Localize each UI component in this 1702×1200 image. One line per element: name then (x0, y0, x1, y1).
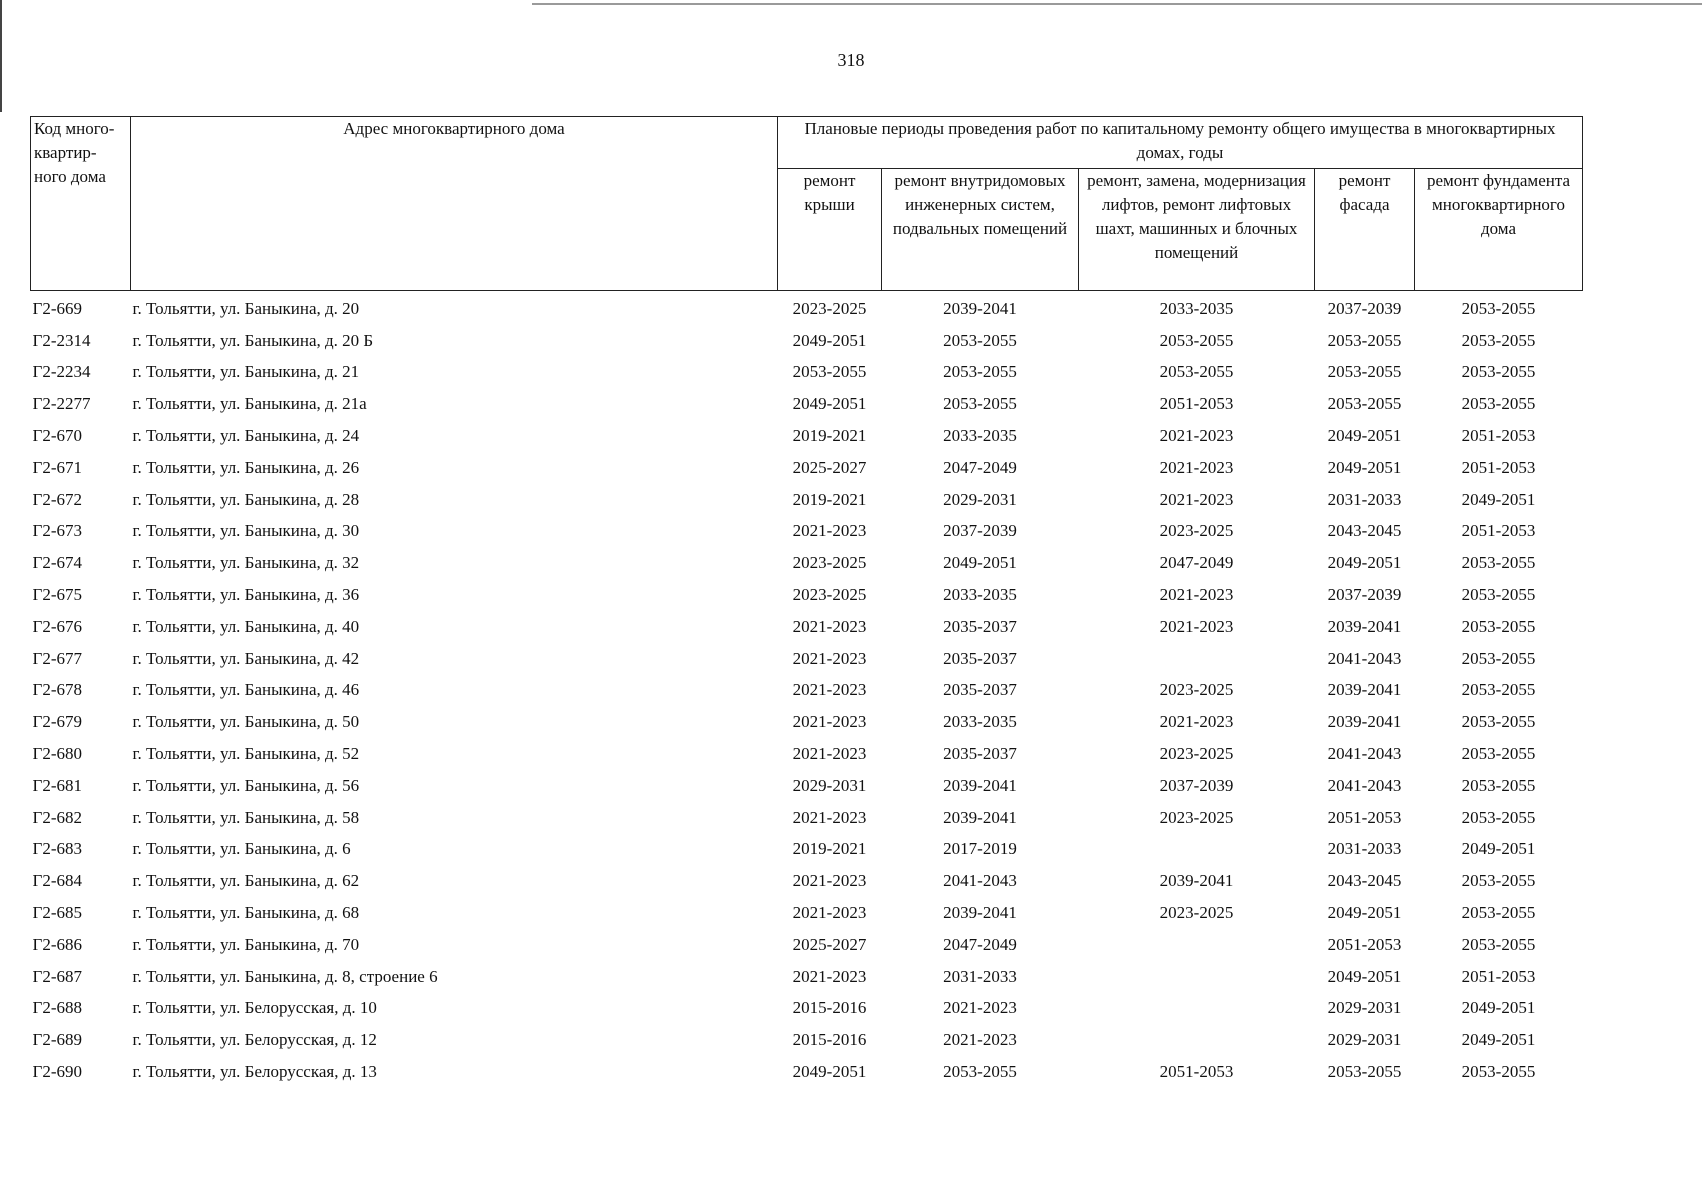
cell-facade: 2037-2039 (1327, 298, 1402, 318)
cell-roof: 2025-2027 (792, 934, 867, 954)
table-row (31, 706, 1583, 738)
cell-roof: 2023-2025 (792, 585, 867, 605)
cell-foundation: 2053-2055 (1461, 903, 1536, 923)
cell-lifts: 2033-2035 (1159, 298, 1234, 318)
cell-foundation: 2053-2055 (1461, 616, 1536, 636)
table-row (31, 420, 1583, 452)
cell-lifts (1079, 834, 1315, 866)
cell-foundation: 2053-2055 (1461, 807, 1536, 827)
cell-facade: 2029-2031 (1327, 998, 1402, 1018)
cell-address: г. Тольятти, ул. Баныкина, д. 42 (132, 648, 360, 668)
cell-lifts: 2021-2023 (1159, 616, 1234, 636)
cell-address: г. Тольятти, ул. Баныкина, д. 21а (132, 394, 367, 414)
cell-facade: 2049-2051 (1327, 553, 1402, 573)
cell-systems: 2029-2031 (943, 489, 1017, 509)
cell-address: г. Тольятти, ул. Баныкина, д. 26 (132, 457, 360, 477)
cell-systems: 2037-2039 (943, 521, 1017, 541)
cell-facade: 2037-2039 (1327, 585, 1402, 605)
cell-address: г. Тольятти, ул. Белорусская, д. 12 (132, 1030, 377, 1050)
cell-code: Г2-674 (32, 553, 82, 573)
cell-foundation: 2051-2053 (1461, 521, 1536, 541)
cell-lifts: 2037-2039 (1159, 775, 1234, 795)
cell-foundation: 2053-2055 (1461, 394, 1536, 414)
cell-address: г. Тольятти, ул. Баныкина, д. 6 (132, 839, 351, 859)
cell-foundation: 2049-2051 (1461, 1030, 1536, 1050)
cell-systems: 2047-2049 (943, 457, 1017, 477)
cell-lifts: 2053-2055 (1159, 362, 1234, 382)
cell-roof: 2021-2023 (792, 744, 867, 764)
cell-code: Г2-689 (32, 1030, 82, 1050)
cell-roof: 2021-2023 (792, 648, 867, 668)
header-foundation: ремонт фундамента многоквартирного дома (1415, 169, 1583, 291)
cell-systems: 2047-2049 (943, 934, 1017, 954)
cell-foundation: 2049-2051 (1461, 489, 1536, 509)
cell-code: Г2-2314 (32, 330, 91, 350)
cell-foundation: 2049-2051 (1461, 839, 1536, 859)
cell-lifts (1079, 993, 1315, 1025)
cell-facade: 2041-2043 (1327, 744, 1402, 764)
cell-code: Г2-2234 (32, 362, 91, 382)
cell-systems: 2041-2043 (943, 871, 1017, 891)
cell-facade: 2049-2051 (1327, 426, 1402, 446)
cell-foundation: 2053-2055 (1461, 680, 1536, 700)
cell-facade: 2043-2045 (1327, 521, 1402, 541)
cell-roof: 2021-2023 (792, 521, 867, 541)
cell-code: Г2-2277 (32, 394, 91, 414)
cell-systems: 2033-2035 (943, 426, 1017, 446)
cell-code: Г2-686 (32, 934, 82, 954)
cell-address: г. Тольятти, ул. Баныкина, д. 58 (132, 807, 360, 827)
table-row (31, 770, 1583, 802)
cell-facade: 2041-2043 (1327, 648, 1402, 668)
table-row (31, 516, 1583, 548)
cell-address: г. Тольятти, ул. Баныкина, д. 62 (132, 871, 360, 891)
cell-roof: 2049-2051 (792, 394, 867, 414)
cell-address: г. Тольятти, ул. Баныкина, д. 24 (132, 426, 360, 446)
cell-address: г. Тольятти, ул. Баныкина, д. 28 (132, 489, 360, 509)
table-row (31, 388, 1583, 420)
cell-code: Г2-675 (32, 585, 82, 605)
cell-address: г. Тольятти, ул. Баныкина, д. 50 (132, 712, 360, 732)
cell-roof: 2015-2016 (792, 998, 867, 1018)
cell-facade: 2039-2041 (1327, 712, 1402, 732)
cell-systems: 2021-2023 (943, 1030, 1017, 1050)
cell-code: Г2-678 (32, 680, 82, 700)
cell-lifts: 2021-2023 (1159, 457, 1234, 477)
cell-lifts: 2051-2053 (1159, 1062, 1234, 1082)
cell-code: Г2-677 (32, 648, 82, 668)
table-row (31, 961, 1583, 993)
repair-schedule-table (30, 116, 1583, 1088)
table-row (31, 452, 1583, 484)
cell-address: г. Тольятти, ул. Баныкина, д. 46 (132, 680, 360, 700)
cell-facade: 2051-2053 (1327, 934, 1402, 954)
cell-roof: 2049-2051 (792, 1062, 867, 1082)
table-row (31, 929, 1583, 961)
cell-roof: 2053-2055 (792, 362, 867, 382)
cell-code: Г2-679 (32, 712, 82, 732)
table-row (31, 579, 1583, 611)
table-row (31, 643, 1583, 675)
cell-systems: 2039-2041 (943, 298, 1017, 318)
table-row (31, 611, 1583, 643)
header-code: Код много-квартир-ного дома (31, 117, 131, 291)
cell-systems: 2017-2019 (943, 839, 1017, 859)
cell-facade: 2053-2055 (1327, 330, 1402, 350)
cell-systems: 2033-2035 (943, 712, 1017, 732)
cell-address: г. Тольятти, ул. Баныкина, д. 68 (132, 903, 360, 923)
cell-systems: 2053-2055 (943, 394, 1017, 414)
cell-roof: 2019-2021 (792, 489, 867, 509)
header-systems: ремонт внутридомовых инженерных систем, подвальных помещений (882, 169, 1079, 291)
cell-address: г. Тольятти, ул. Баныкина, д. 21 (132, 362, 360, 382)
cell-roof: 2015-2016 (792, 1030, 867, 1050)
cell-roof: 2021-2023 (792, 871, 867, 891)
cell-lifts: 2023-2025 (1159, 903, 1234, 923)
cell-lifts: 2023-2025 (1159, 807, 1234, 827)
cell-lifts: 2021-2023 (1159, 489, 1234, 509)
table-row (31, 993, 1583, 1025)
cell-foundation: 2053-2055 (1461, 330, 1536, 350)
cell-facade: 2053-2055 (1327, 394, 1402, 414)
table-row (31, 484, 1583, 516)
cell-code: Г2-680 (32, 744, 82, 764)
cell-address: г. Тольятти, ул. Баныкина, д. 20 (132, 298, 360, 318)
table-row (31, 291, 1583, 325)
cell-systems: 2035-2037 (943, 616, 1017, 636)
header-address: Адрес многоквартирного дома (131, 117, 778, 291)
cell-code: Г2-684 (32, 871, 82, 891)
cell-foundation: 2053-2055 (1461, 362, 1536, 382)
cell-systems: 2031-2033 (943, 966, 1017, 986)
cell-code: Г2-669 (32, 298, 82, 318)
cell-code: Г2-685 (32, 903, 82, 923)
cell-systems: 2053-2055 (943, 362, 1017, 382)
cell-address: г. Тольятти, ул. Баныкина, д. 52 (132, 744, 360, 764)
top-scan-line (532, 3, 1702, 5)
cell-facade: 2029-2031 (1327, 1030, 1402, 1050)
cell-facade: 2043-2045 (1327, 871, 1402, 891)
table-row (31, 802, 1583, 834)
cell-lifts: 2021-2023 (1159, 712, 1234, 732)
cell-lifts (1079, 1024, 1315, 1056)
header-planned-periods: Плановые периоды проведения работ по капитальному ремонту общего имущества в многоквартирных домах, годы (778, 117, 1583, 169)
cell-lifts (1079, 643, 1315, 675)
cell-roof: 2021-2023 (792, 807, 867, 827)
cell-systems: 2035-2037 (943, 648, 1017, 668)
cell-address: г. Тольятти, ул. Баныкина, д. 70 (132, 934, 360, 954)
cell-address: г. Тольятти, ул. Белорусская, д. 10 (132, 998, 377, 1018)
cell-code: Г2-682 (32, 807, 82, 827)
table-row (31, 738, 1583, 770)
cell-code: Г2-681 (32, 775, 82, 795)
cell-foundation: 2053-2055 (1461, 298, 1536, 318)
cell-foundation: 2051-2053 (1461, 457, 1536, 477)
table-row (31, 357, 1583, 389)
cell-systems: 2035-2037 (943, 680, 1017, 700)
cell-foundation: 2053-2055 (1461, 712, 1536, 732)
cell-foundation: 2053-2055 (1461, 934, 1536, 954)
cell-facade: 2041-2043 (1327, 775, 1402, 795)
cell-lifts (1079, 961, 1315, 993)
cell-facade: 2039-2041 (1327, 680, 1402, 700)
cell-foundation: 2053-2055 (1461, 775, 1536, 795)
header-lifts: ремонт, замена, модернизация лифтов, ремонт лифтовых шахт, машинных и блочных помещений (1079, 169, 1315, 291)
cell-lifts: 2051-2053 (1159, 394, 1234, 414)
cell-code: Г2-670 (32, 426, 82, 446)
table-row (31, 675, 1583, 707)
cell-foundation: 2051-2053 (1461, 966, 1536, 986)
cell-address: г. Тольятти, ул. Баныкина, д. 32 (132, 553, 360, 573)
cell-foundation: 2053-2055 (1461, 744, 1536, 764)
cell-systems: 2021-2023 (943, 998, 1017, 1018)
cell-roof: 2023-2025 (792, 298, 867, 318)
cell-address: г. Тольятти, ул. Баныкина, д. 8, строение 6 (132, 966, 438, 986)
cell-facade: 2039-2041 (1327, 616, 1402, 636)
cell-lifts: 2047-2049 (1159, 553, 1234, 573)
cell-roof: 2019-2021 (792, 839, 867, 859)
cell-lifts: 2021-2023 (1159, 585, 1234, 605)
table-body (31, 291, 1583, 1088)
cell-facade: 2049-2051 (1327, 903, 1402, 923)
cell-facade: 2053-2055 (1327, 362, 1402, 382)
cell-roof: 2029-2031 (792, 775, 867, 795)
cell-foundation: 2051-2053 (1461, 426, 1536, 446)
cell-code: Г2-683 (32, 839, 82, 859)
header-facade: ремонт фасада (1315, 169, 1415, 291)
cell-roof: 2021-2023 (792, 712, 867, 732)
cell-foundation: 2049-2051 (1461, 998, 1536, 1018)
cell-code: Г2-676 (32, 616, 82, 636)
header-roof: ремонт крыши (778, 169, 882, 291)
table-row (31, 834, 1583, 866)
cell-facade: 2053-2055 (1327, 1062, 1402, 1082)
cell-systems: 2039-2041 (943, 903, 1017, 923)
cell-foundation: 2053-2055 (1461, 871, 1536, 891)
cell-systems: 2053-2055 (943, 330, 1017, 350)
cell-code: Г2-673 (32, 521, 82, 541)
table-row (31, 325, 1583, 357)
cell-address: г. Тольятти, ул. Баныкина, д. 30 (132, 521, 360, 541)
cell-systems: 2039-2041 (943, 775, 1017, 795)
cell-lifts: 2021-2023 (1159, 426, 1234, 446)
table-row (31, 1024, 1583, 1056)
cell-roof: 2021-2023 (792, 903, 867, 923)
cell-systems: 2033-2035 (943, 585, 1017, 605)
cell-systems: 2053-2055 (943, 1062, 1017, 1082)
cell-foundation: 2053-2055 (1461, 585, 1536, 605)
cell-roof: 2019-2021 (792, 426, 867, 446)
cell-facade: 2049-2051 (1327, 966, 1402, 986)
table-row (31, 547, 1583, 579)
cell-foundation: 2053-2055 (1461, 553, 1536, 573)
cell-foundation: 2053-2055 (1461, 648, 1536, 668)
cell-code: Г2-687 (32, 966, 82, 986)
cell-lifts (1079, 929, 1315, 961)
cell-code: Г2-690 (32, 1062, 82, 1082)
page-number: 318 (837, 50, 865, 70)
cell-foundation: 2053-2055 (1461, 1062, 1536, 1082)
table-header (31, 117, 1583, 291)
cell-facade: 2031-2033 (1327, 839, 1402, 859)
cell-lifts: 2023-2025 (1159, 521, 1234, 541)
cell-roof: 2021-2023 (792, 966, 867, 986)
cell-address: г. Тольятти, ул. Белорусская, д. 13 (132, 1062, 377, 1082)
cell-facade: 2031-2033 (1327, 489, 1402, 509)
cell-roof: 2021-2023 (792, 680, 867, 700)
cell-lifts: 2023-2025 (1159, 680, 1234, 700)
table-row (31, 897, 1583, 929)
cell-roof: 2049-2051 (792, 330, 867, 350)
cell-address: г. Тольятти, ул. Баныкина, д. 40 (132, 616, 360, 636)
cell-roof: 2023-2025 (792, 553, 867, 573)
cell-facade: 2051-2053 (1327, 807, 1402, 827)
cell-systems: 2039-2041 (943, 807, 1017, 827)
cell-address: г. Тольятти, ул. Баныкина, д. 36 (132, 585, 360, 605)
table-row (31, 1056, 1583, 1088)
cell-roof: 2025-2027 (792, 457, 867, 477)
table-row (31, 865, 1583, 897)
cell-lifts: 2039-2041 (1159, 871, 1234, 891)
cell-address: г. Тольятти, ул. Баныкина, д. 20 Б (132, 330, 374, 350)
cell-systems: 2035-2037 (943, 744, 1017, 764)
cell-code: Г2-671 (32, 457, 82, 477)
cell-code: Г2-688 (32, 998, 82, 1018)
cell-systems: 2049-2051 (943, 553, 1017, 573)
cell-roof: 2021-2023 (792, 616, 867, 636)
cell-facade: 2049-2051 (1327, 457, 1402, 477)
cell-address: г. Тольятти, ул. Баныкина, д. 56 (132, 775, 360, 795)
cell-code: Г2-672 (32, 489, 82, 509)
cell-lifts: 2023-2025 (1159, 744, 1234, 764)
cell-lifts: 2053-2055 (1159, 330, 1234, 350)
